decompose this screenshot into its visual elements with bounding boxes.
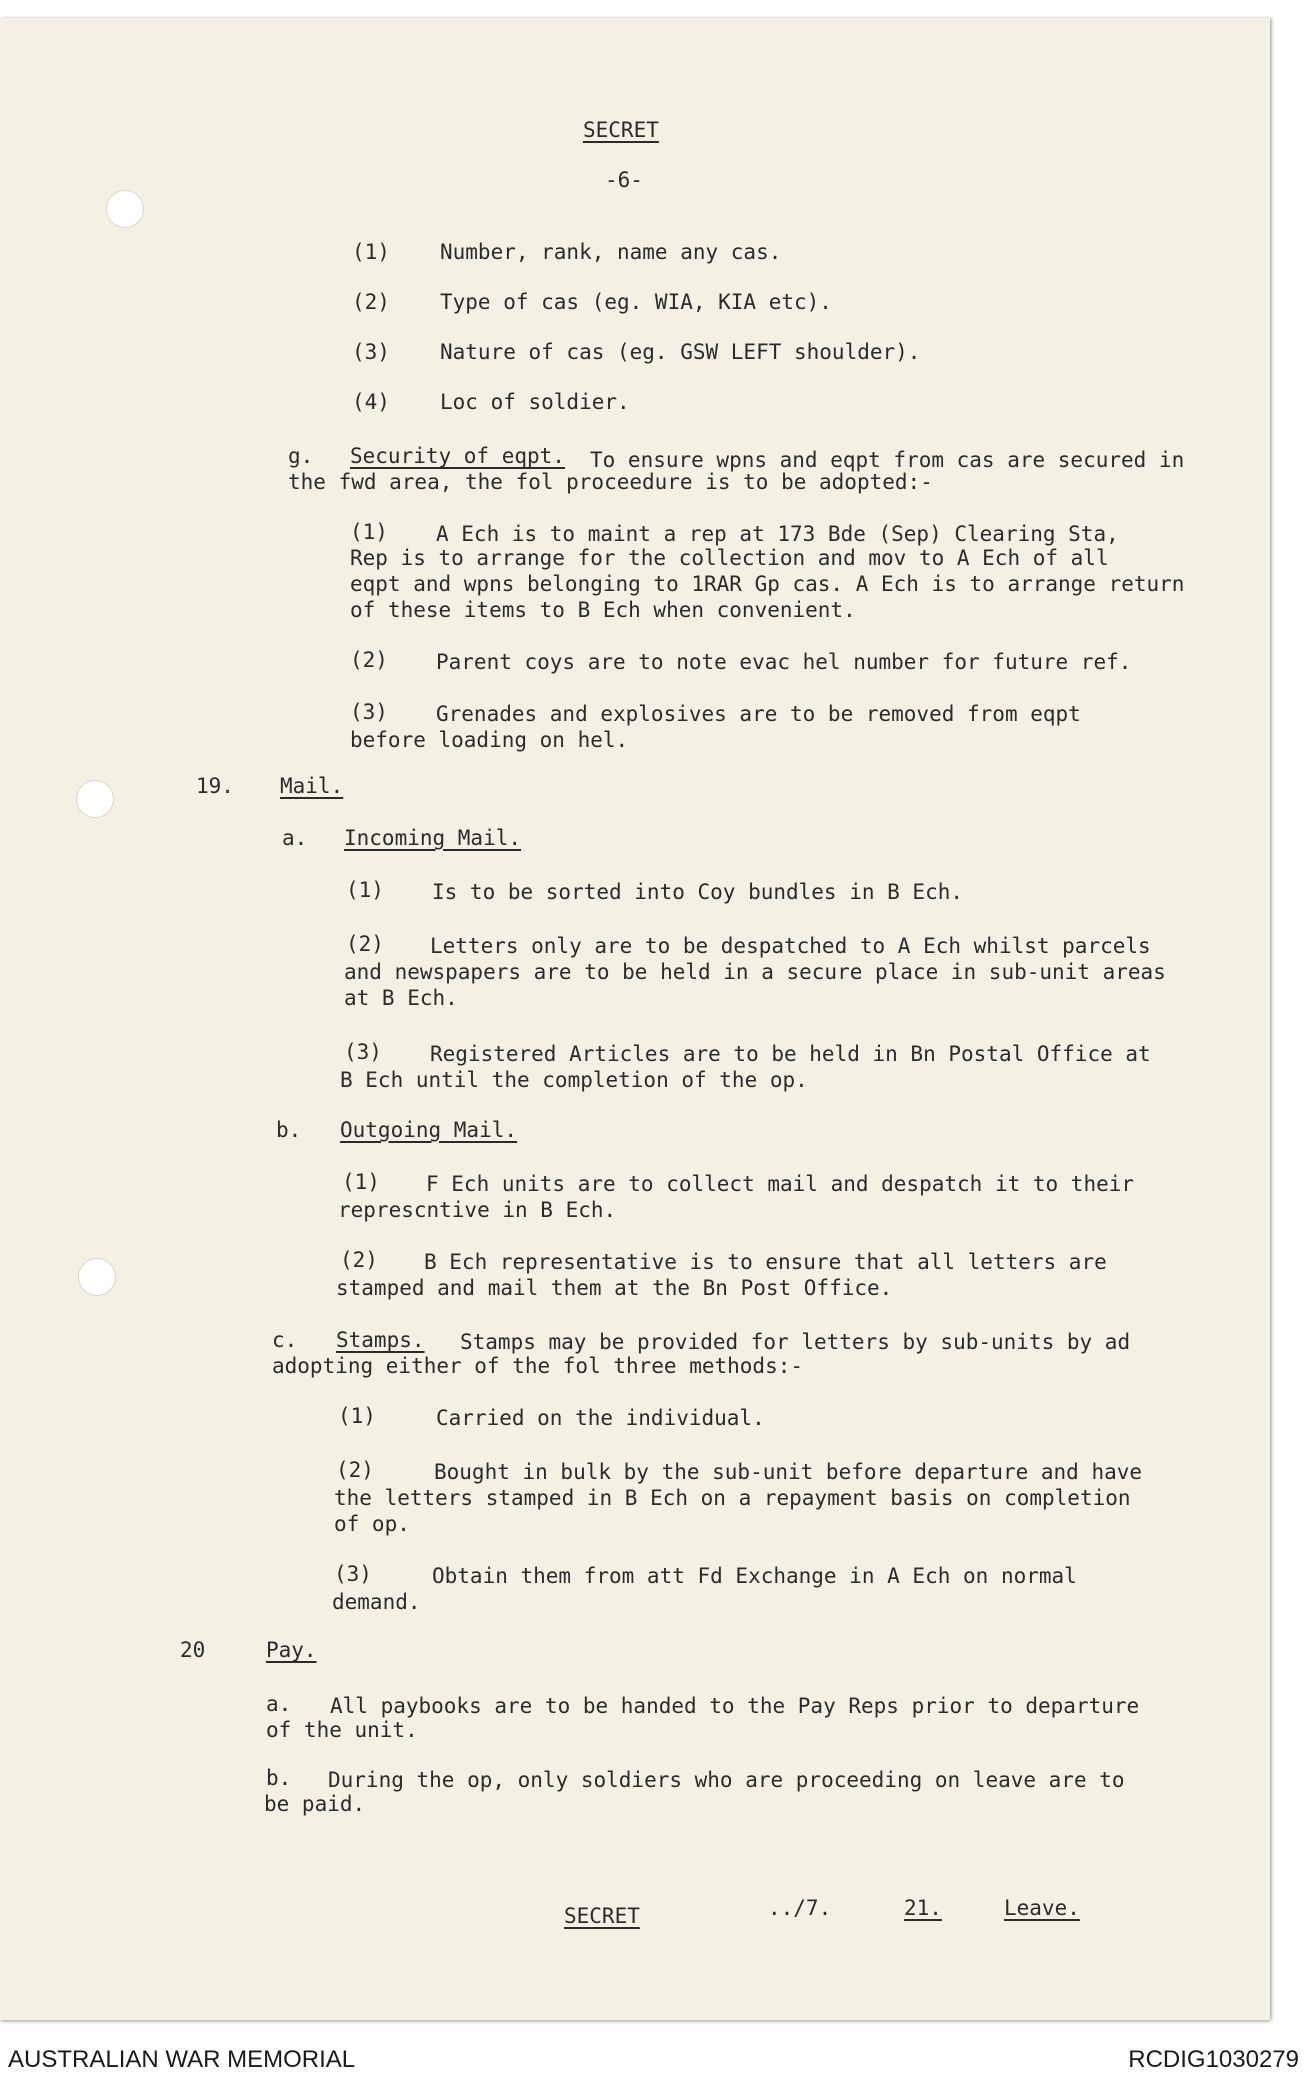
- page-number: -6-: [605, 168, 643, 192]
- paragraph-line: Parent coys are to note evac hel number for future ref.: [436, 650, 1132, 674]
- list-number: (3): [350, 700, 388, 724]
- subsection-letter: b.: [276, 1118, 302, 1142]
- paragraph-line: Letters only are to be despatched to A Ech whilst parcels: [430, 934, 1151, 958]
- punch-hole: [78, 1258, 116, 1296]
- paragraph-line: before loading on hel.: [350, 728, 629, 752]
- paragraph-line: Obtain them from att Fd Exchange in A Ech on normal: [432, 1564, 1077, 1588]
- list-number: (4): [352, 390, 390, 414]
- list-number: (2): [346, 932, 384, 956]
- document-page: [0, 18, 1270, 2020]
- paragraph-line: the letters stamped in B Ech on a repayment basis on completion: [334, 1486, 1131, 1510]
- paragraph-line: B Ech until the completion of the op.: [340, 1068, 808, 1092]
- list-number: (1): [350, 520, 388, 544]
- list-number: (1): [352, 240, 390, 264]
- paragraph-line: demand.: [332, 1590, 421, 1614]
- paragraph-line: F Ech units are to collect mail and despatch it to their: [426, 1172, 1135, 1196]
- classification-footer: SECRET: [564, 1904, 640, 1928]
- paragraph-line: of op.: [334, 1512, 410, 1536]
- section-heading: Security of eqpt.: [350, 444, 565, 468]
- list-number: (1): [338, 1404, 376, 1428]
- paragraph-line: adopting either of the fol three methods:-: [272, 1354, 804, 1378]
- subsection-letter: a.: [282, 826, 308, 850]
- document-id: RCDIG1030279: [1128, 2046, 1299, 2073]
- paragraph-line: of these items to B Ech when convenient.: [350, 598, 856, 622]
- paragraph-line: Rep is to arrange for the collection and mov to A Ech of all: [350, 546, 1109, 570]
- section-heading: Mail.: [280, 774, 344, 798]
- list-number: (3): [344, 1040, 382, 1064]
- paragraph-line: eqpt and wpns belonging to 1RAR Gp cas. A Ech is to arrange return: [350, 572, 1185, 596]
- paragraph-line: at B Ech.: [344, 986, 458, 1010]
- paragraph-line: B Ech representative is to ensure that all letters are: [424, 1250, 1107, 1274]
- punch-hole: [76, 780, 114, 818]
- paragraph-line: Stamps may be provided for letters by sub-units by ad: [460, 1330, 1131, 1354]
- list-number: (2): [350, 648, 388, 672]
- list-text: Nature of cas (eg. GSW LEFT shoulder).: [440, 340, 921, 364]
- list-number: (1): [342, 1170, 380, 1194]
- paragraph-line: of the unit.: [266, 1718, 418, 1742]
- list-letter: b.: [266, 1766, 292, 1790]
- subsection-heading: Outgoing Mail.: [340, 1118, 518, 1142]
- list-text: Loc of soldier.: [440, 390, 630, 414]
- list-number: (1): [346, 878, 384, 902]
- archive-caption: AUSTRALIAN WAR MEMORIAL: [8, 2046, 356, 2073]
- continuation-marker: ../7.: [768, 1896, 832, 1920]
- paragraph-line: Bought in bulk by the sub-unit before departure and have: [434, 1460, 1143, 1484]
- paragraph-line: the fwd area, the fol proceedure is to be adopted:-: [288, 470, 933, 494]
- list-text: Number, rank, name any cas.: [440, 240, 782, 264]
- next-section-heading: Leave.: [1004, 1896, 1080, 1920]
- paragraph-line: stamped and mail them at the Bn Post Office.: [336, 1276, 893, 1300]
- list-letter: a.: [266, 1692, 292, 1716]
- list-number: (2): [340, 1248, 378, 1272]
- paragraph-line: Registered Articles are to be held in Bn Postal Office at: [430, 1042, 1151, 1066]
- list-number: (2): [352, 290, 390, 314]
- list-number: (3): [352, 340, 390, 364]
- paragraph-line: represcntive in B Ech.: [338, 1198, 617, 1222]
- list-text: Type of cas (eg. WIA, KIA etc).: [440, 290, 832, 314]
- paragraph-line: All paybooks are to be handed to the Pay Reps prior to departure: [330, 1694, 1140, 1718]
- paragraph-line: and newspapers are to be held in a secure place in sub-unit areas: [344, 960, 1166, 984]
- section-number: 20: [180, 1638, 206, 1662]
- paragraph-line: be paid.: [264, 1792, 366, 1816]
- section-number: 19.: [196, 774, 234, 798]
- classification-header: SECRET: [583, 118, 659, 142]
- subsection-heading: Incoming Mail.: [344, 826, 522, 850]
- paragraph-line: A Ech is to maint a rep at 173 Bde (Sep) Clearing Sta,: [436, 522, 1119, 546]
- paragraph-line: Grenades and explosives are to be removed from eqpt: [436, 702, 1081, 726]
- paragraph-line: During the op, only soldiers who are proceeding on leave are to: [328, 1768, 1125, 1792]
- subsection-heading: Stamps.: [336, 1328, 425, 1352]
- list-number: (2): [336, 1458, 374, 1482]
- list-number: (3): [334, 1562, 372, 1586]
- paragraph-line: To ensure wpns and eqpt from cas are secured in: [590, 448, 1185, 472]
- section-heading: Pay.: [266, 1638, 317, 1662]
- next-section-number: 21.: [904, 1896, 942, 1920]
- paragraph-line: Carried on the individual.: [436, 1406, 765, 1430]
- paragraph-line: Is to be sorted into Coy bundles in B Ech.: [432, 880, 964, 904]
- subsection-letter: c.: [272, 1328, 298, 1352]
- punch-hole: [106, 190, 144, 228]
- section-letter: g.: [288, 444, 314, 468]
